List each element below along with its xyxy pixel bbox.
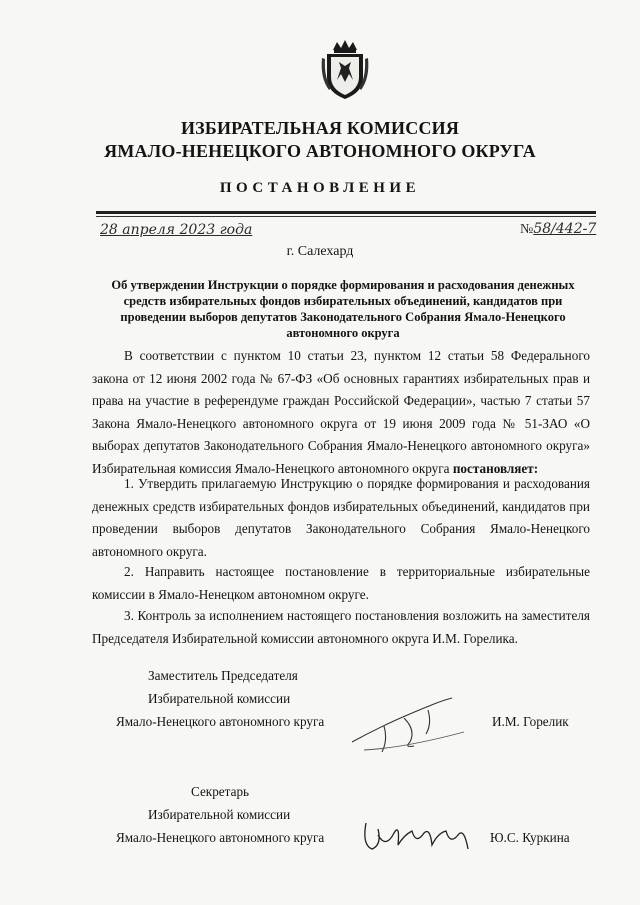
resolution-item-1: 1. Утвердить прилагаемую Инструкцию о порядке формирования и расходования денежных средств избирательных фондов избирательных объединений, кандидатов при проведении выборов депутатов Законодательного Собрания Ямало-Ненецкого автономного округа. xyxy=(92,476,590,559)
resolution-item-3: 3. Контроль за исполнением настоящего постановления возложить на заместителя Председателя Избирательной комиссии автономного округа И.М. Горелика. xyxy=(92,608,590,646)
signatory1-title-line1: Заместитель Председателя xyxy=(148,668,298,683)
organization-name-line2: ЯМАЛО-НЕНЕЦКОГО АВТОНОМНОГО ОКРУГА xyxy=(104,141,536,161)
number-label: № xyxy=(520,222,534,237)
resolution-number xyxy=(520,221,596,238)
city-name: г. Салехард xyxy=(286,244,354,259)
resolution-item-2: 2. Направить настоящее постановление в территориальные избирательные комиссии в Ямало-Ненецком автономном округе. xyxy=(92,564,590,602)
signatory2-title-line2: Избирательной комиссии xyxy=(148,807,291,822)
resolves-keyword: постановляет: xyxy=(452,460,539,476)
resolution-date: 28 апреля 2023 года xyxy=(100,222,253,238)
signatory2-name: Ю.С. Куркина xyxy=(490,830,570,845)
resolution-subject: Об утверждении Инструкции о порядке формирования и расходования денежных средств избирательных фондов избирательных объединений, кандидатов при проведении выборов депутатов Законодательного Собрания Ямало-Ненецкого автономного округа xyxy=(111,278,575,340)
signatory1-name: И.М. Горелик xyxy=(492,714,569,729)
preamble-text: В соответствии с пунктом 10 статьи 23, пунктом 12 статьи 58 Федерального закона от 12 июня 2002 года № 67-ФЗ «Об основных гарантиях избирательных прав и права на участие в референдуме граждан Российской Федерации», частью 7 статьи 57 Закона Ямало-Ненецкого автономного округа от 19 июня 2009 года № 51-ЗАО «О выборах депутатов Законодательного Собрания Ямало-Ненецкого автономного округа» Избирательная комиссия Ямало-Ненецкого автономного округа xyxy=(92,348,590,476)
preamble-paragraph xyxy=(92,345,590,480)
document-type-title: ПОСТАНОВЛЕНИЕ xyxy=(219,180,421,196)
signature-kurkina xyxy=(360,805,480,865)
signatory1-title-line2: Избирательной комиссии xyxy=(148,691,291,706)
signatory2-title-line1: Секретарь xyxy=(191,784,250,799)
number-value: 58/442-7 xyxy=(533,221,597,237)
signature-gorelik xyxy=(344,690,494,760)
header-divider-thin xyxy=(96,216,596,217)
organization-name-line1: ИЗБИРАТЕЛЬНАЯ КОМИССИЯ xyxy=(180,118,460,138)
signatory1-title-line3: Ямало-Ненецкого автономного круга xyxy=(116,714,325,729)
header-divider-thick xyxy=(96,211,596,214)
coat-of-arms-emblem xyxy=(319,38,371,102)
signatory2-title-line3: Ямало-Ненецкого автономного круга xyxy=(116,830,325,845)
